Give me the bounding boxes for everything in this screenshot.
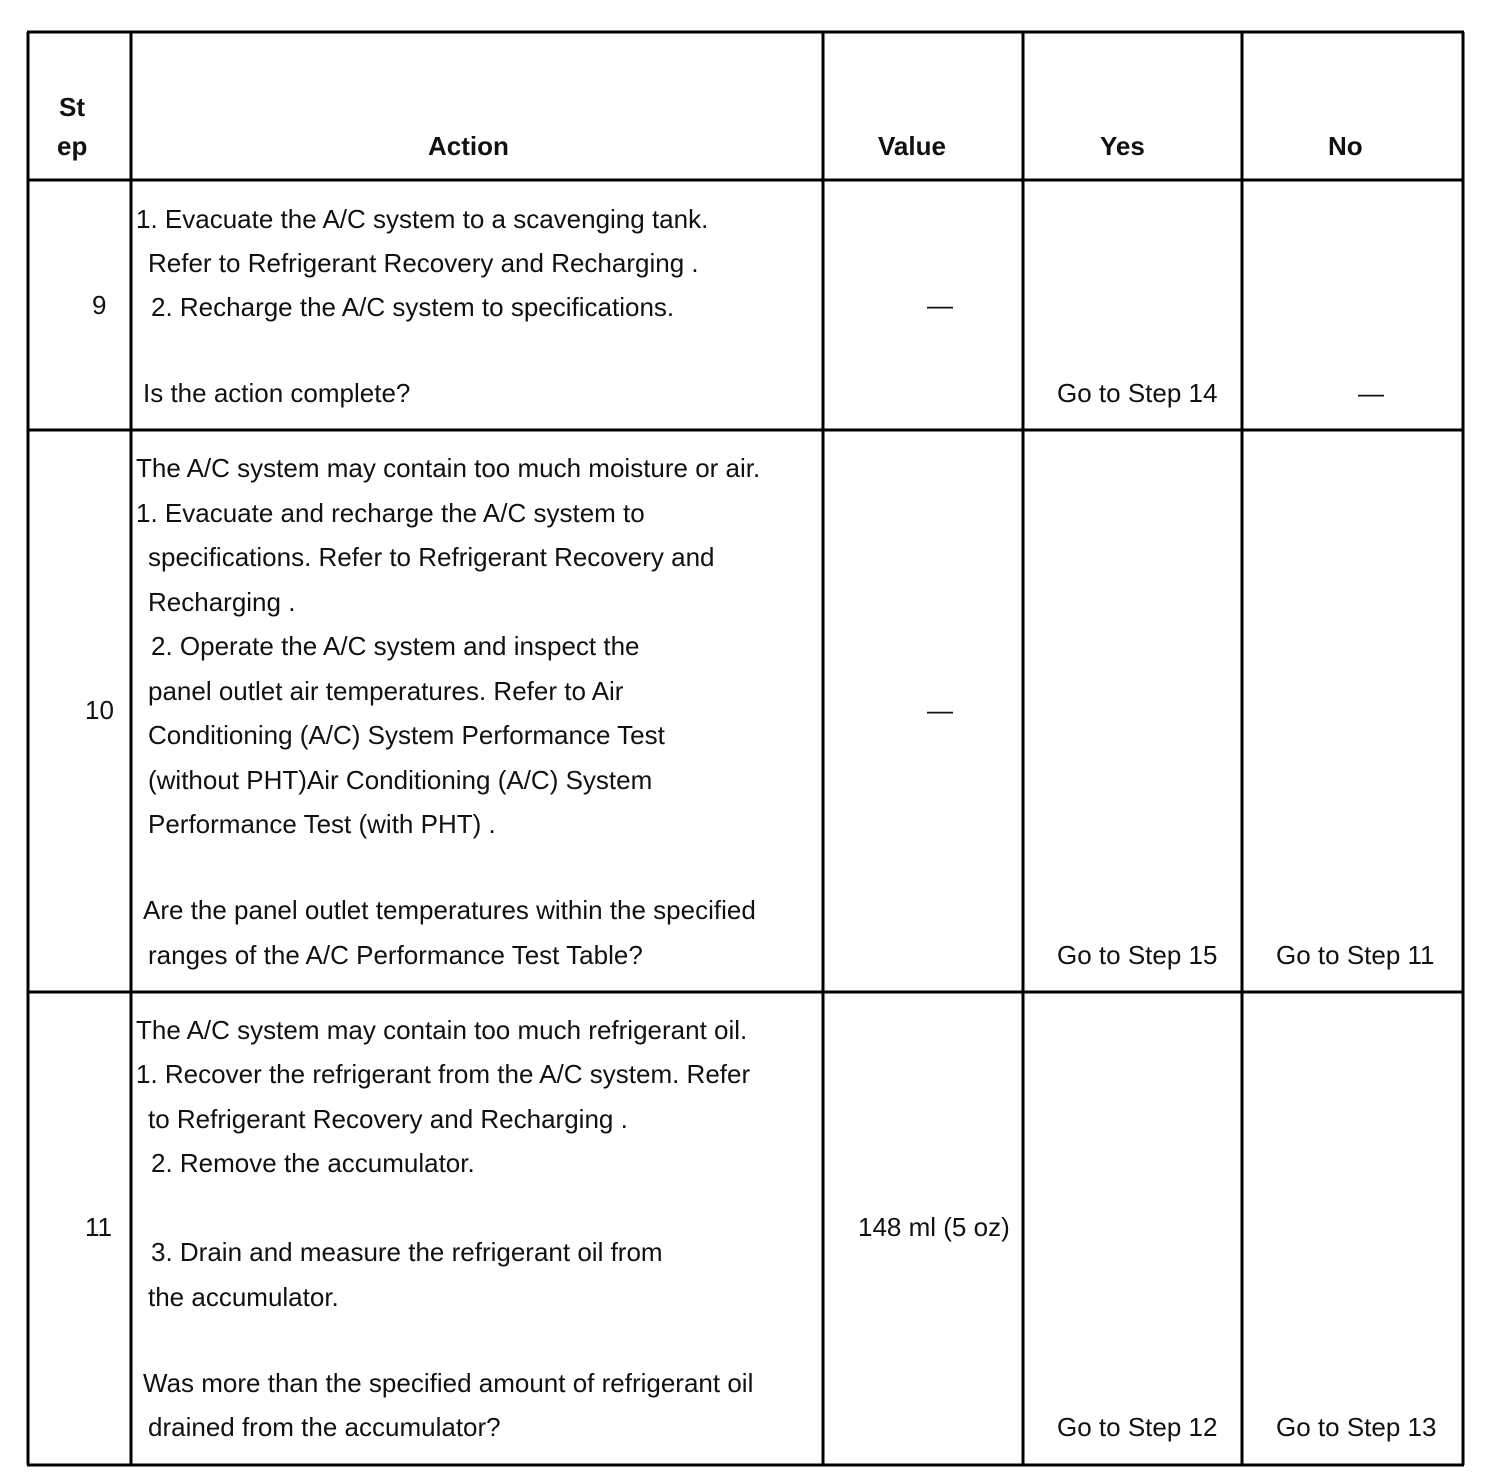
row-9-action-line: 2. Recharge the A/C system to specifications. [151,292,675,322]
header-step-line1: St [59,92,85,122]
row-9-step: 9 [92,290,107,320]
header-value: Value [878,131,946,161]
row-10-value: — [927,695,953,725]
row-11-action-line: The A/C system may contain too much refrigerant oil. [136,1015,748,1045]
row-10-step: 10 [85,695,114,725]
row-10-action-line: (without PHT)Air Conditioning (A/C) System [148,765,653,795]
row-10-action-line: Recharging . [148,587,296,617]
header-no: No [1328,131,1363,161]
row-9-action-line: Refer to Refrigerant Recovery and Recharging . [148,248,699,278]
row-10-action-line: 1. Evacuate and recharge the A/C system to [136,498,645,528]
row-11-action-line: 3. Drain and measure the refrigerant oil from [151,1237,663,1267]
row-10-no-link[interactable]: Go to Step 11 [1276,940,1435,970]
row-11-action-line: 1. Recover the refrigerant from the A/C system. Refer [136,1059,751,1089]
row-10-action-question: ranges of the A/C Performance Test Table? [148,940,643,970]
row-10-action-line: The A/C system may contain too much moisture or air. [136,453,761,483]
row-10-action-line: Performance Test (with PHT) . [148,809,496,839]
row-11-action-question: Was more than the specified amount of refrigerant oil [143,1368,754,1398]
row-10-action-line: specifications. Refer to Refrigerant Recovery and [148,542,715,572]
header-yes: Yes [1100,131,1145,161]
row-9-value: — [927,290,953,320]
row-9-yes-link[interactable]: Go to Step 14 [1057,378,1218,408]
row-9-no: — [1358,378,1384,408]
row-11-action-line: 2. Remove the accumulator. [151,1148,475,1178]
header-step-line2: ep [57,131,88,161]
row-10-action-line: Conditioning (A/C) System Performance Test [148,720,665,750]
row-10-action-line: panel outlet air temperatures. Refer to Air [148,676,624,706]
row-11-action-line: to Refrigerant Recovery and Recharging . [148,1104,628,1134]
row-11-step: 11 [85,1212,112,1242]
header-action: Action [428,131,509,161]
row-11-action-line: the accumulator. [148,1282,339,1312]
row-11-value: 148 ml (5 oz) [858,1212,1010,1242]
row-10-action-question: Are the panel outlet temperatures within the specified [143,895,756,925]
row-9-action-line: 1. Evacuate the A/C system to a scavenging tank. [136,204,709,234]
row-9-action-question: Is the action complete? [143,378,411,408]
row-11-no-link[interactable]: Go to Step 13 [1276,1412,1437,1442]
row-10-yes-link[interactable]: Go to Step 15 [1057,940,1218,970]
row-11-yes-link[interactable]: Go to Step 12 [1057,1412,1218,1442]
row-10-action-line: 2. Operate the A/C system and inspect the [151,631,640,661]
row-11-action-question: drained from the accumulator? [148,1412,501,1442]
